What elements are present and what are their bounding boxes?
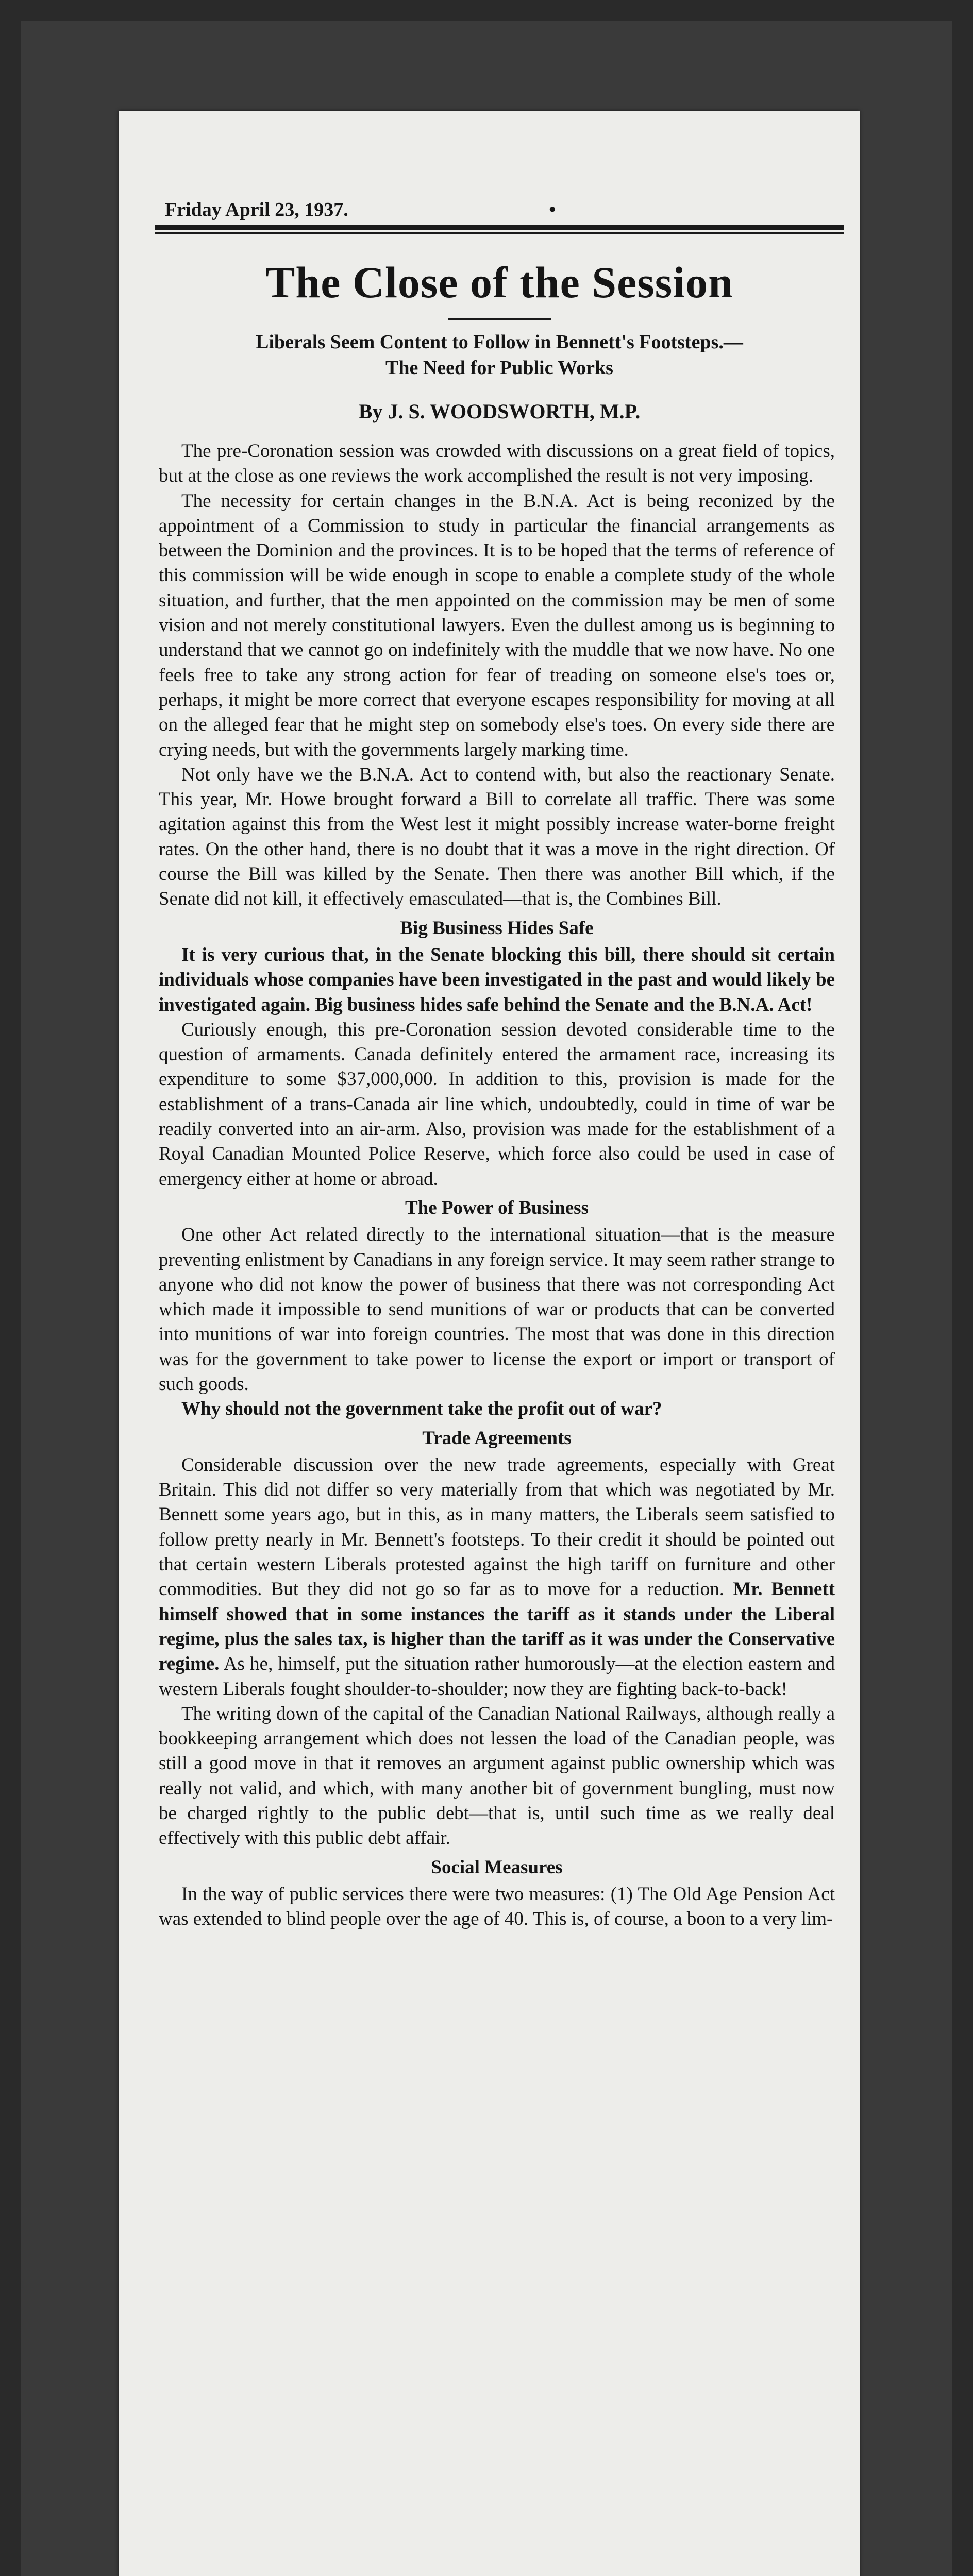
- heading-power: The Power of Business: [405, 1197, 589, 1218]
- title-rule: [448, 318, 551, 320]
- subtitle-line-1: Liberals Seem Content to Follow in Bennett's Footsteps.—: [256, 331, 743, 353]
- byline: By J. S. WOODSWORTH, M.P.: [358, 400, 641, 423]
- article-title: The Close of the Session: [265, 258, 733, 307]
- paragraph-5: Curiously enough, this pre-Coronation session devoted considerable time to the question of armaments. Canada definitely entered the armament race, increasing its expenditure to some $37,000,000. In addition to this, provision is made for the establishment of a trans-Canada air line which, undoubtedly, could in time of war be readily converted into an air-arm. Also, provision was made for the establishment of a Royal Canadian Mounted Police Reserve, which force also could be used in case of emergency either at home or abroad.: [159, 1019, 835, 1190]
- paragraph-1: The pre-Coronation session was crowded with discussions on a great field of topics, but at the close as one reviews the work accomplished the result is not very imposing.: [159, 440, 835, 487]
- clipping-content: [155, 198, 844, 1932]
- dateline: [155, 198, 844, 230]
- article-body: [155, 439, 844, 1932]
- paragraph-7: Why should not the government take the profit out of war?: [181, 1398, 662, 1420]
- heading-trade: Trade Agreements: [422, 1427, 572, 1449]
- paragraph-4: It is very curious that, in the Senate blocking this bill, there should sit certain individuals whose companies have been investigated in the past and would likely be investigated again. Big business hides safe behind the Senate and the B.N.A. Act!: [159, 944, 835, 1015]
- heading-big-business: Big Business Hides Safe: [400, 917, 594, 939]
- paragraph-8-a: Considerable discussion over the new trade agreements, especially with Great Britain. This did not differ so very materially from that which was negotiated by Mr. Bennett some years ago, but in this, as in many matters, the Liberals seem satisfied to follow pretty nearly in Mr. Bennett's footsteps. To their credit it should be pointed out that certain western Liberals protested against the high tariff on furniture and other commodities. But they did not go so far as to move for a reduction.: [159, 1454, 835, 1600]
- paragraph-8-b: As he, himself, put the situation rather humorously—at the election eastern and western Liberals fought shoulder-to-shoulder; now they are fighting back-to-back!: [159, 1653, 835, 1700]
- subtitle-line-2: The Need for Public Works: [385, 357, 613, 379]
- paragraph-3: Not only have we the B.N.A. Act to contend with, but also the reactionary Senate. This year, Mr. Howe brought forward a Bill to correlate all traffic. There was some agitation against this from the West lest it might possibly increase water-borne freight rates. On the other hand, there is no doubt that it was a move in the right direction. Of course the Bill was killed by the Senate. Then there was another Bill which, if the Senate did not kill, it effectively emasculated—that is, the Combines Bill.: [159, 764, 835, 910]
- newspaper-clipping: [119, 111, 860, 2576]
- paragraph-8: [159, 1453, 835, 1702]
- dateline-text: Friday April 23, 1937.: [165, 199, 348, 221]
- paragraph-9: The writing down of the capital of the Canadian National Railways, although really a bookkeeping arrangement which does not lessen the load of the Canadian people, was still a good move in that it removes an argument against public ownership which was really not valid, and which, with many another bit of government bungling, must now be charged rightly to the public debt—that is, until such time as we really deal effectively with this public debt affair.: [159, 1703, 835, 1849]
- paragraph-6: One other Act related directly to the international situation—that is the measure preventing enlistment by Canadians in any foreign service. It may seem rather strange to anyone who did not know the power of business that there was not corresponding Act which made it impossible to send munitions of war or products that can be converted into munitions of war into foreign countries. The most that was done in this direction was for the government to take power to license the export or import or transport of such goods.: [159, 1224, 835, 1395]
- paragraph-10: In the way of public services there were two measures: (1) The Old Age Pension Act was extended to blind people over the age of 40. This is, of course, a boon to a very lim-: [159, 1883, 835, 1930]
- paragraph-2: The necessity for certain changes in the B.N.A. Act is being reconized by the appointment of a Commission to study in particular the financial arrangements as between the Dominion and the provinces. It is to be hoped that the terms of reference of this commission will be wide enough in scope to enable a complete study of the whole situation, and further, that the men appointed on the commission may be men of some vision and not merely constitutional lawyers. Even the dullest among us is beginning to understand that we cannot go on indefinitely with the muddle that we now have. No one feels free to take any strong action for fear of treading on someone else's toes or, perhaps, it might be more correct that everyone escapes responsibility for moving at all on the alleged fear that he might step on somebody else's toes. On every side there are crying needs, but with the governments largely marking time.: [159, 490, 835, 760]
- paragraph-8-bold: Mr. Bennett himself showed that in some instances the tariff as it stands under the Liberal regime, plus the sales tax, is higher than the tariff as it was under the Conservative regime.: [159, 1579, 835, 1675]
- heading-social: Social Measures: [431, 1856, 563, 1878]
- header-rule: [155, 232, 844, 234]
- article-subtitle: [155, 329, 844, 381]
- dateline-dot: •: [549, 199, 556, 221]
